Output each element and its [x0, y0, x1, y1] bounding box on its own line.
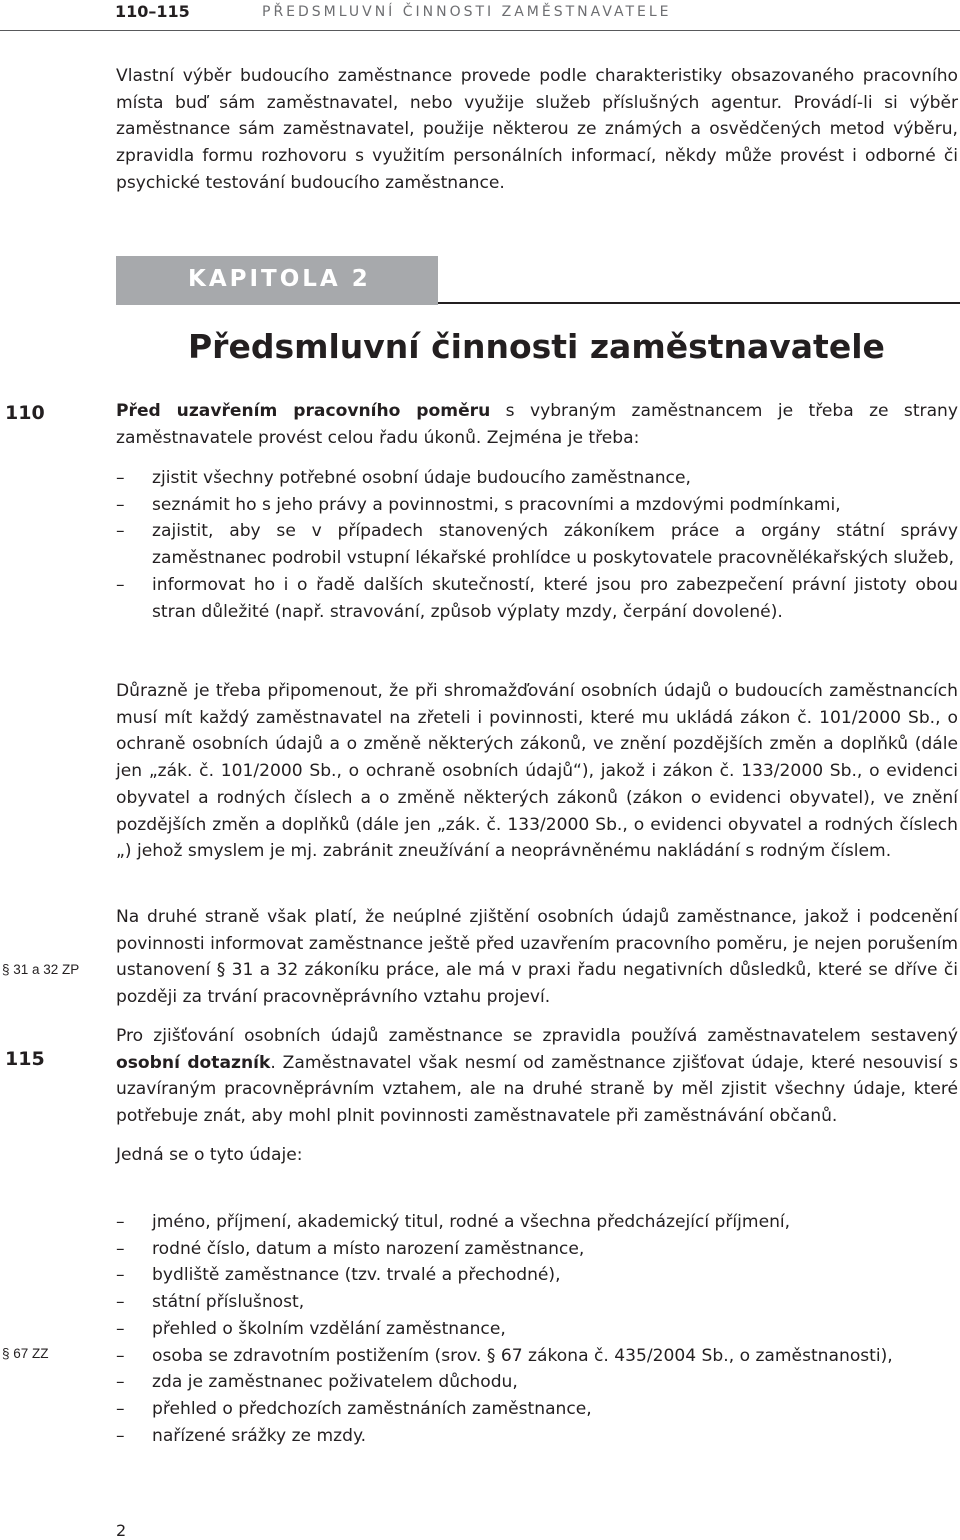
list-item: – zajistit, aby se v případech stanovených zákoníkem práce a orgány státní správy zaměstnanec podrobil vstupní lékařské prohlídce u poskytovatele pracovnělékařských služeb, [116, 518, 958, 571]
header-divider [0, 30, 960, 31]
margin-number-110: 110 [5, 402, 45, 424]
list-item: – zda je zaměstnanec poživatelem důchodu, [116, 1369, 958, 1396]
list-item: – zjistit všechny potřebné osobní údaje budoucího zaměstnance, [116, 465, 958, 492]
list-item: – osoba se zdravotním postižením (srov. § 67 zákona č. 435/2004 Sb., o zaměstnanosti), [116, 1343, 958, 1370]
paragraph-115-text-b: . Zaměstnavatel však nesmí od zaměstnance zjišťovat údaje, které nesouvisí s uzavíraným pracovněprávním vztahem, ale na druhé straně by měl zjistit všechny údaje, které potřebuje znát, aby mohl plnit povinnosti zaměstnavatele při zaměstnávání občanů. [116, 1052, 958, 1127]
margin-reference-zz: § 67 ZZ [2, 1346, 49, 1361]
section-sign: § [2, 1346, 14, 1361]
list-item: – seznámit ho s jeho právy a povinnostmi, s pracovními a mzdovými podmínkami, [116, 492, 958, 519]
paragraph-115 [116, 1023, 958, 1130]
chapter-label: KAPITOLA 2 [188, 266, 371, 292]
list-item: – rodné číslo, datum a místo narození zaměstnance, [116, 1236, 958, 1263]
margin-number-115: 115 [5, 1048, 45, 1070]
margin-reference-zp: § 31 a 32 ZP [2, 962, 80, 977]
list-item: – státní příslušnost, [116, 1289, 958, 1316]
paragraph-115-bold: osobní dotazník [116, 1052, 271, 1073]
personal-data-paragraph: Důrazně je třeba připomenout, že při shromažďování osobních údajů o budoucích zaměstnancích musí mít každý zaměstnavatel na zřeteli i povinnosti, které mu ukládá zákon č. 101/2000 Sb., o ochraně osobních údajů a o změně některých zákonů, ve znění pozdějších změn a doplňků (dále jen „zák. č. 101/2000 Sb., o ochraně osobních údajů“), jakož i zákon č. 133/2000 Sb., o evidenci obyvatel a rodných číslech a o změně některých zákonů (zákon o evidenci obyvatel), ve znění pozdějších změn a doplňků (dále jen „zák. č. 133/2000 Sb., o evidenci obyvatel a rodných číslech „) jehož smyslem je mj. zabránit zneužívání a neoprávněnému nakládání s rodným číslem. [116, 681, 958, 862]
paragraph-110-bold: Před uzavřením pracovního poměru [116, 401, 491, 421]
chapter-rule [438, 302, 960, 304]
list-item: – přehled o školním vzdělání zaměstnance, [116, 1316, 958, 1343]
personal-data-list [116, 1209, 958, 1449]
paragraph-110-text: s vybraným zaměstnancem je třeba ze strany zaměstnavatele provést celou řadu úkonů. Zejména je třeba: [116, 401, 958, 448]
consequences-paragraph: Na druhé straně však platí, že neúplné zjištění osobních údajů zaměstnance, jakož i podcenění povinnosti informovat zaměstnance ještě před uzavřením pracovního poměru, je nejen porušením ustanovení § 31 a 32 zákoníku práce, ale má v praxi řadu negativních důsledků, které se dříve či později za trvání pracovněprávního vztahu projeví. [116, 907, 958, 1008]
list-item: – jméno, příjmení, akademický titul, rodné a všechna předcházející příjmení, [116, 1209, 958, 1236]
header-page-range: 110–115 [115, 2, 190, 21]
intro-paragraph: Vlastní výběr budoucího zaměstnance provede podle charakteristiky obsazovaného pracovního místa buď sám zaměstnavatel, nebo využije služeb příslušných agentur. Provádí-li si výběr zaměstnance sám zaměstnavatel, použije některou ze známých a osvědčených metod výběru, zpravidla formu rozhovoru s využitím personálních informací, někdy může provést i odborné či psychické testování budoucího zaměstnance. [116, 66, 958, 193]
list-item: – nařízené srážky ze mzdy. [116, 1423, 958, 1450]
paragraph-110 [116, 398, 958, 451]
section-sign: § [2, 962, 14, 977]
list-item: – informovat ho i o řadě dalších skutečností, které jsou pro zabezpečení právní jistoty obou stran důležité (např. stravování, způsob výplaty mzdy, čerpání dovolené). [116, 572, 958, 625]
duties-list [116, 465, 958, 625]
list-item: – bydliště zaměstnance (tzv. trvalé a přechodné), [116, 1262, 958, 1289]
list-item: – přehled o předchozích zaměstnáních zaměstnance, [116, 1396, 958, 1423]
data-list-intro: Jedná se o tyto údaje: [116, 1145, 303, 1165]
paragraph-115-text-a: Pro zjišťování osobních údajů zaměstnance se zpravidla používá zaměstnavatelem sestavený [116, 1026, 958, 1046]
header-section-title: PŘEDSMLUVNÍ ČINNOSTI ZAMĚSTNAVATELE [262, 4, 672, 20]
chapter-title: Předsmluvní činnosti zaměstnavatele [188, 327, 885, 366]
page-number: 2 [116, 1521, 127, 1540]
